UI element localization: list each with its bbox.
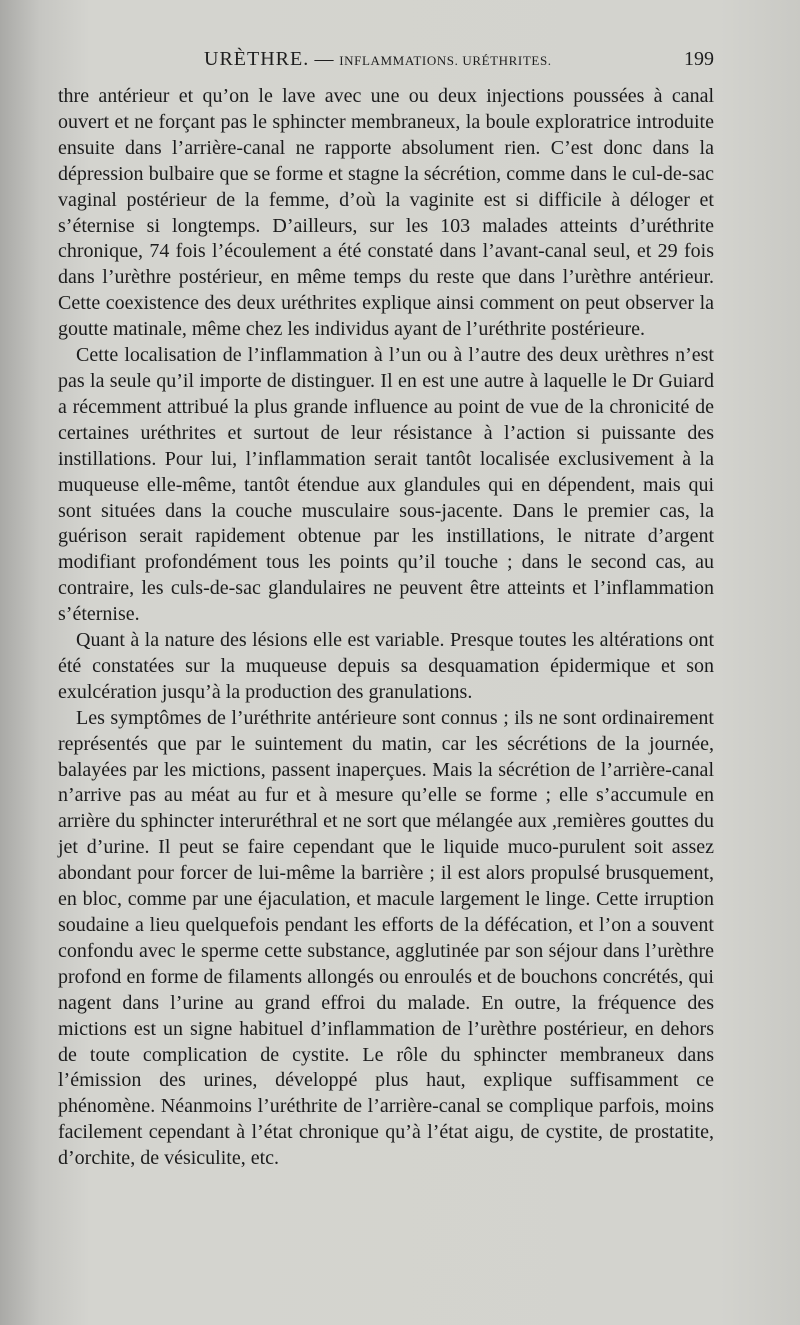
running-title-separator: — xyxy=(309,49,340,70)
paragraph: Les symptômes de l’uréthrite antérieure sont connus ; ils ne sont ordinairement représentés que par le suintement du matin, car les sécrétions de la journée, balayées par les mictions, passent inaperçues. Mais la sécrétion de l’arrière-canal n’arrive pas au méat au fur et à mesure qu’elle se forme ; elle s’accumule en arrière du sphincter interuréthral et ne sort que mélangée aux ,remières gouttes du jet d’urine. Il peut se faire cependant que le liquide muco-purulent soit assez abondant pour forcer de lui-même la barrière ; il est alors propulsé brusquement, en bloc, comme par une éjaculation, et macule largement le linge. Cette irruption soudaine a lieu quelquefois pendant les efforts de la défécation, et l’on a souvent confondu avec le sperme cette substance, agglutinée par son séjour dans l’urèthre profond en forme de filaments allongés ou enroulés et de bouchons concrétés, qui nagent dans l’urine au grand effroi du malade. En outre, la fréquence des mictions est un signe habituel d’inflammation de l’urèthre postérieur, en dehors de toute complication de cystite. Le rôle du sphincter membraneux dans l’émission des urines, développé plus haut, explique suffisamment ce phénomène. Néanmoins l’uréthrite de l’arrière-canal se complique parfois, moins facilement cependant à l’état chronique qu’à l’état aigu, de cystite, de prostatite, d’orchite, de vésiculite, etc. xyxy=(58,706,714,1170)
running-title-sub: INFLAMMATIONS. URÉTHRITES. xyxy=(339,53,552,68)
body-text xyxy=(58,84,714,1172)
page-number: 199 xyxy=(684,48,714,70)
paragraph: Quant à la nature des lésions elle est variable. Presque toutes les altérations ont été constatées sur la muqueuse depuis sa desquamation épidermique et son exulcération jusqu’à la production des granulations. xyxy=(58,629,714,703)
running-header xyxy=(60,44,714,78)
running-title-main: URÈTHRE. xyxy=(204,48,310,70)
paragraph: thre antérieur et qu’on le lave avec une ou deux injections poussées à canal ouvert et ne forçant pas le sphincter membraneux, la boule exploratrice introduite ensuite dans l’arrière-canal ne rapporte absolument rien. C’est donc dans la dépression bulbaire que se forme et stagne la sécrétion, comme dans le cul-de-sac vaginal postérieur de la femme, d’où la vaginite est si difficile à déloger et s’éternise si longtemps. D’ailleurs, sur les 103 malades atteints d’uréthrite chronique, 74 fois l’écoulement a été constaté dans l’avant-canal seul, et 29 fois dans l’urèthre postérieur, en même temps du reste que dans l’urèthre antérieur. Cette coexistence des deux uréthrites explique ainsi comment on peut observer la goutte matinale, même chez les individus ayant de l’uréthrite postérieure. xyxy=(58,85,714,341)
running-title xyxy=(204,48,552,71)
paragraph: Cette localisation de l’inflammation à l’un ou à l’autre des deux urèthres n’est pas la seule qu’il importe de distinguer. Il en est une autre à laquelle le Dr Guiard a récemment attribué la plus grande influence au point de vue de la chronicité de certaines uréthrites et surtout de leur résistance à l’action si puissante des instillations. Pour lui, l’inflammation serait tantôt localisée exclusivement à la muqueuse elle-même, tantôt étendue aux glandules qui en dépendent, mais qui sont situées dans la couche musculaire sous-jacente. Dans le premier cas, la guérison serait rapidement obtenue par les instillations, le nitrate d’argent modifiant profondément tous les points qu’il touche ; dans le second cas, au contraire, les culs-de-sac glandulaires ne peuvent être atteints et l’inflammation s’éternise. xyxy=(58,344,714,626)
